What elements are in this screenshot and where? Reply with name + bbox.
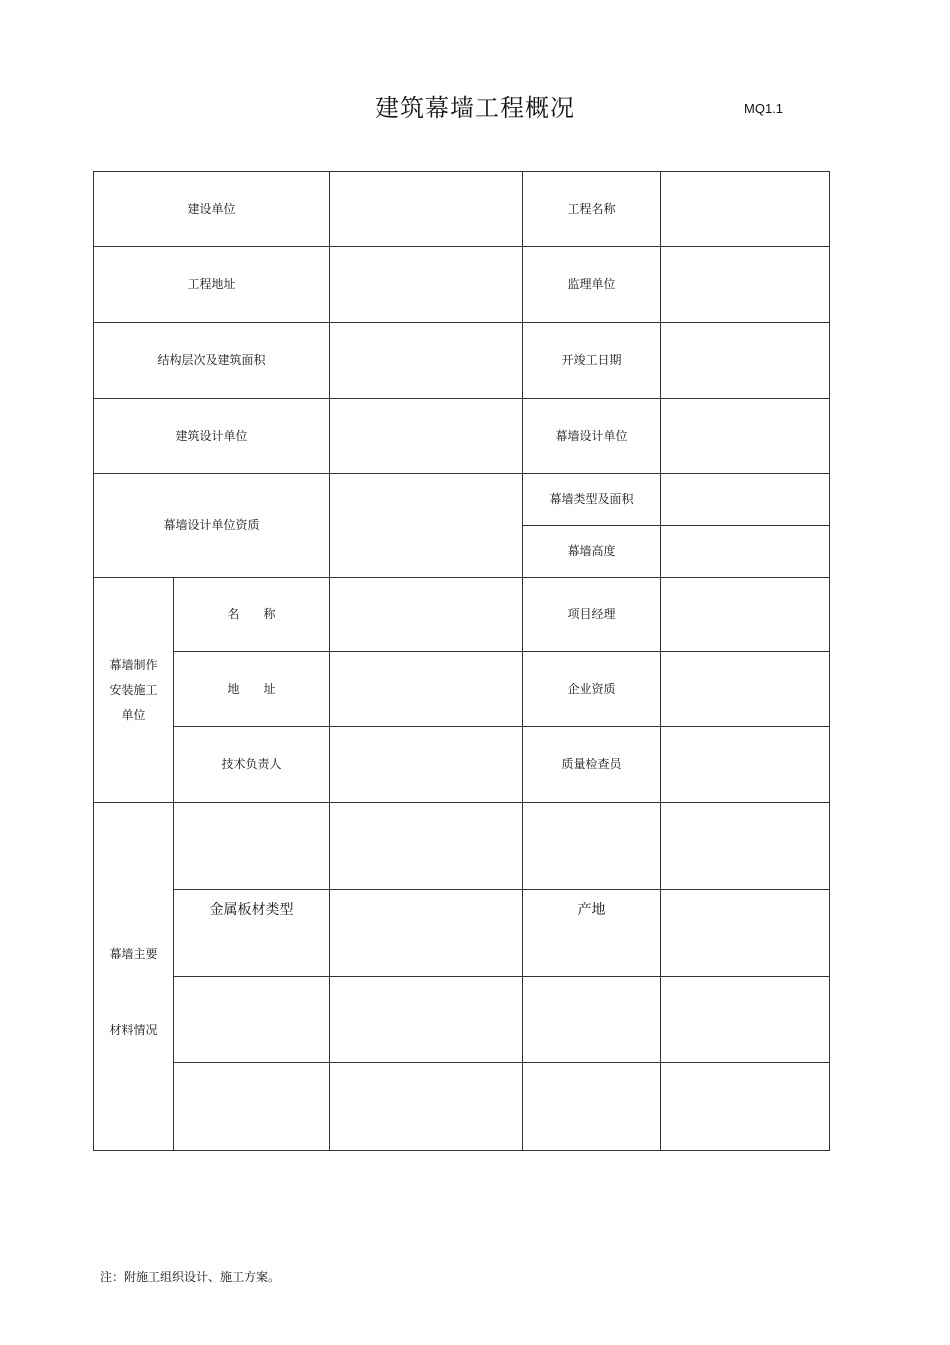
material-row3-origin[interactable] xyxy=(523,977,661,1063)
material-row4-origin-value[interactable] xyxy=(661,1063,830,1151)
project-overview-table xyxy=(93,171,830,1151)
value-curtain-design-unit[interactable] xyxy=(661,399,830,474)
material-row3-origin-value[interactable] xyxy=(661,977,830,1063)
form-code: MQ1.1 xyxy=(744,101,784,116)
value-metal-panel-type[interactable] xyxy=(330,890,523,977)
label-start-end-date: 开竣工日期 xyxy=(523,323,661,399)
label-structure-area: 结构层次及建筑面积 xyxy=(94,323,330,399)
label-curtain-design-unit: 幕墙设计单位 xyxy=(523,399,661,474)
label-materials xyxy=(94,803,174,1151)
material-row4-origin[interactable] xyxy=(523,1063,661,1151)
label-materials-line1: 幕墙主要 xyxy=(109,946,158,961)
value-supervisor[interactable] xyxy=(661,247,830,323)
value-start-end-date[interactable] xyxy=(661,323,830,399)
value-project-manager[interactable] xyxy=(661,578,830,652)
value-project-name[interactable] xyxy=(661,172,830,247)
value-curtain-design-qualification[interactable] xyxy=(330,474,523,578)
label-install-unit-line2: 安装施工 xyxy=(109,682,158,697)
value-quality-inspector[interactable] xyxy=(661,727,830,803)
value-curtain-type-area[interactable] xyxy=(661,474,830,526)
label-materials-line2: 材料情况 xyxy=(109,1022,158,1037)
material-row3-value[interactable] xyxy=(330,977,523,1063)
value-curtain-height[interactable] xyxy=(661,526,830,578)
material-row1-value[interactable] xyxy=(330,803,523,890)
value-name[interactable] xyxy=(330,578,523,652)
label-metal-panel-type: 金属板材类型 xyxy=(174,890,330,977)
label-address: 地 址 xyxy=(174,652,330,727)
label-install-unit xyxy=(94,578,174,803)
label-install-unit-line3: 单位 xyxy=(121,707,146,722)
label-supervisor: 监理单位 xyxy=(523,247,661,323)
value-enterprise-qualification[interactable] xyxy=(661,652,830,727)
material-row1-type[interactable] xyxy=(174,803,330,890)
label-name: 名 称 xyxy=(174,578,330,652)
value-structure-area[interactable] xyxy=(330,323,523,399)
value-project-address[interactable] xyxy=(330,247,523,323)
label-enterprise-qualification: 企业资质 xyxy=(523,652,661,727)
value-owner[interactable] xyxy=(330,172,523,247)
material-row4-value[interactable] xyxy=(330,1063,523,1151)
label-curtain-design-qualification: 幕墙设计单位资质 xyxy=(94,474,330,578)
material-row1-origin[interactable] xyxy=(523,803,661,890)
label-project-address: 工程地址 xyxy=(94,247,330,323)
material-row4-type[interactable] xyxy=(174,1063,330,1151)
label-curtain-type-area: 幕墙类型及面积 xyxy=(523,474,661,526)
material-row1-origin-value[interactable] xyxy=(661,803,830,890)
label-project-name: 工程名称 xyxy=(523,172,661,247)
label-install-unit-line1: 幕墙制作 xyxy=(109,657,158,672)
value-arch-design-unit[interactable] xyxy=(330,399,523,474)
label-arch-design-unit: 建筑设计单位 xyxy=(94,399,330,474)
label-technical-lead: 技术负责人 xyxy=(174,727,330,803)
label-project-manager: 项目经理 xyxy=(523,578,661,652)
label-owner: 建设单位 xyxy=(94,172,330,247)
label-quality-inspector: 质量检查员 xyxy=(523,727,661,803)
label-origin: 产地 xyxy=(523,890,661,977)
page-title: 建筑幕墙工程概况 xyxy=(375,94,575,122)
label-curtain-height: 幕墙高度 xyxy=(523,526,661,578)
value-address[interactable] xyxy=(330,652,523,727)
footnote: 注：附施工组织设计、施工方案。 xyxy=(100,1270,281,1284)
material-row3-type[interactable] xyxy=(174,977,330,1063)
value-technical-lead[interactable] xyxy=(330,727,523,803)
value-origin[interactable] xyxy=(661,890,830,977)
